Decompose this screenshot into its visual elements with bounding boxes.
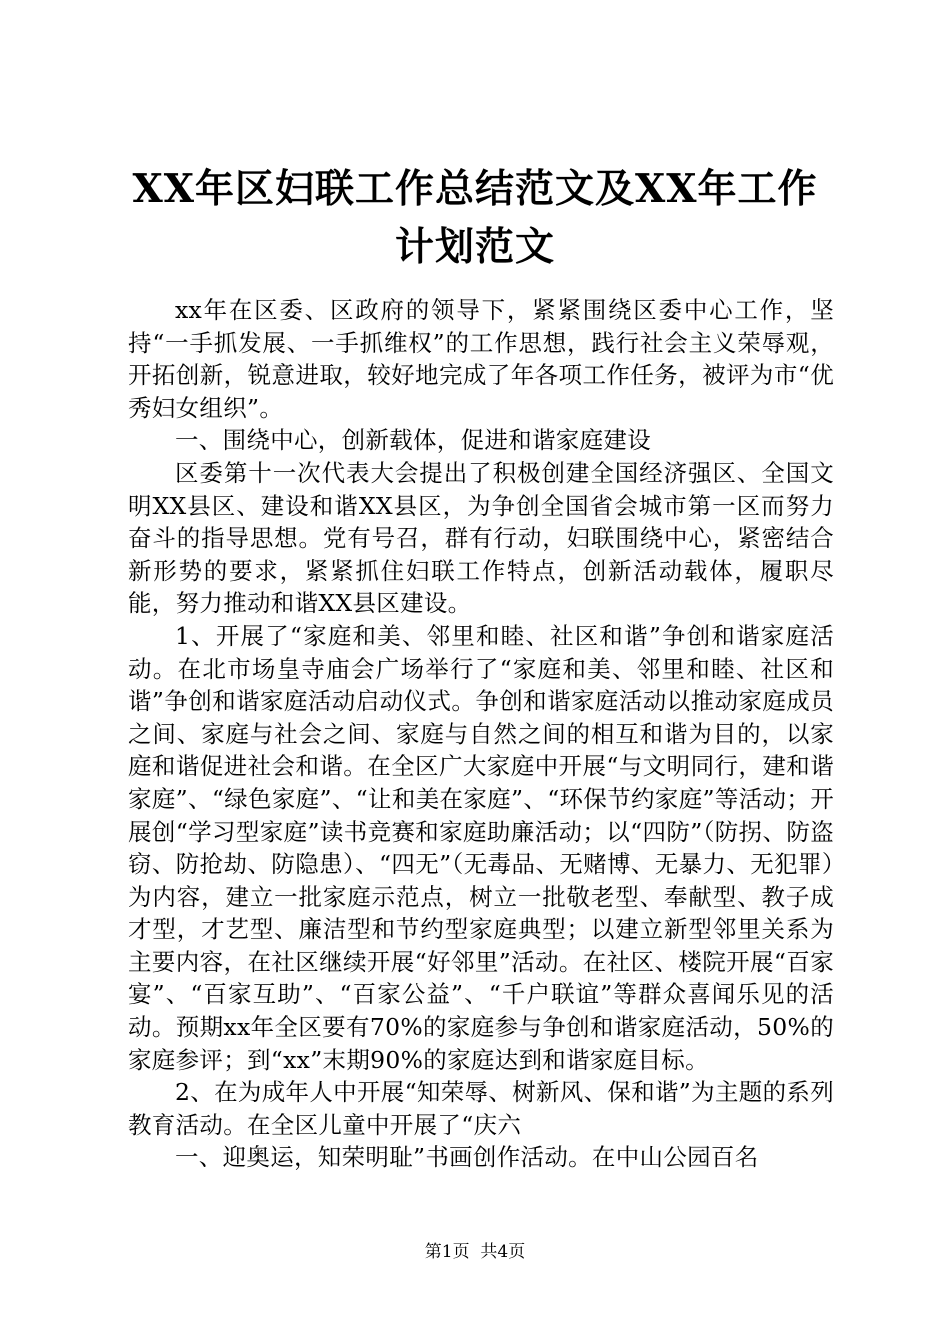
page-number: 第1页 (424, 1242, 470, 1262)
paragraph: 一、迎奥运，知荣明耻”书画创作活动。在中山公园百名 (175, 1143, 759, 1172)
paragraph: 2、在为成年人中开展“知荣辱、树新风、保和谐”为主题的系列教育活动。在全区儿童中开展了“庆六 (128, 1078, 834, 1139)
document-title: XX年区妇联工作总结范文及XX年工作计划范文 (132, 166, 818, 270)
document-body (128, 294, 834, 1174)
footer-separator (470, 1242, 481, 1262)
paragraph: 区委第十一次代表大会提出了积极创建全国经济强区、全国文明XX县区、建设和谐XX县区，为争创全国省会城市第一区而努力奋斗的指导思想。党有号召，群有行动，妇联围绕中心，紧密结合新形势的要求，紧紧抓住妇联工作特点，创新活动载体，履职尽能，努力推动和谐XX县区建设。 (128, 458, 834, 618)
section-heading: 一、围绕中心，创新载体，促进和谐家庭建设 (175, 426, 651, 455)
paragraph: xx年在区委、区政府的领导下，紧紧围绕区委中心工作，坚持“一手抓发展、一手抓维权”的工作思想，践行社会主义荣辱观，开拓创新，锐意进取，较好地完成了年各项工作任务，被评为市“优秀妇女组织”。 (128, 296, 834, 422)
paragraph: 1、开展了“家庭和美、邻里和睦、社区和谐”争创和谐家庭活动。在北市场皇寺庙会广场举行了“家庭和美、邻里和睦、社区和谐”争创和谐家庭活动启动仪式。争创和谐家庭活动以推动家庭成员之间、家庭与社会之间、家庭与自然之间的相互和谐为目的，以家庭和谐促进社会和谐。在全区广大家庭中开展“与文明同行，建和谐家庭”、“绿色家庭”、“让和美在家庭”、“环保节约家庭”等活动；开展创“学习型家庭”读书竞赛和家庭助廉活动；以“四防”（防拐、防盗窃、防抢劫、防隐患）、“四无”（无毒品、无赌博、无暴力、无犯罪）为内容，建立一批家庭示范点，树立一批敬老型、奉献型、教子成才型，才艺型、廉洁型和节约型家庭典型；以建立新型邻里关系为主要内容，在社区继续开展“好邻里”活动。在社区、楼院开展“百家宴”、“百家互助”、“百家公益”、“千户联谊”等群众喜闻乐见的活动。预期xx年全区要有70%的家庭参与争创和谐家庭活动，50%的家庭参评；到“xx”末期90%的家庭达到和谐家庭目标。 (128, 621, 834, 1074)
page-total: 共4页 (480, 1242, 526, 1262)
page-footer (0, 1240, 950, 1264)
